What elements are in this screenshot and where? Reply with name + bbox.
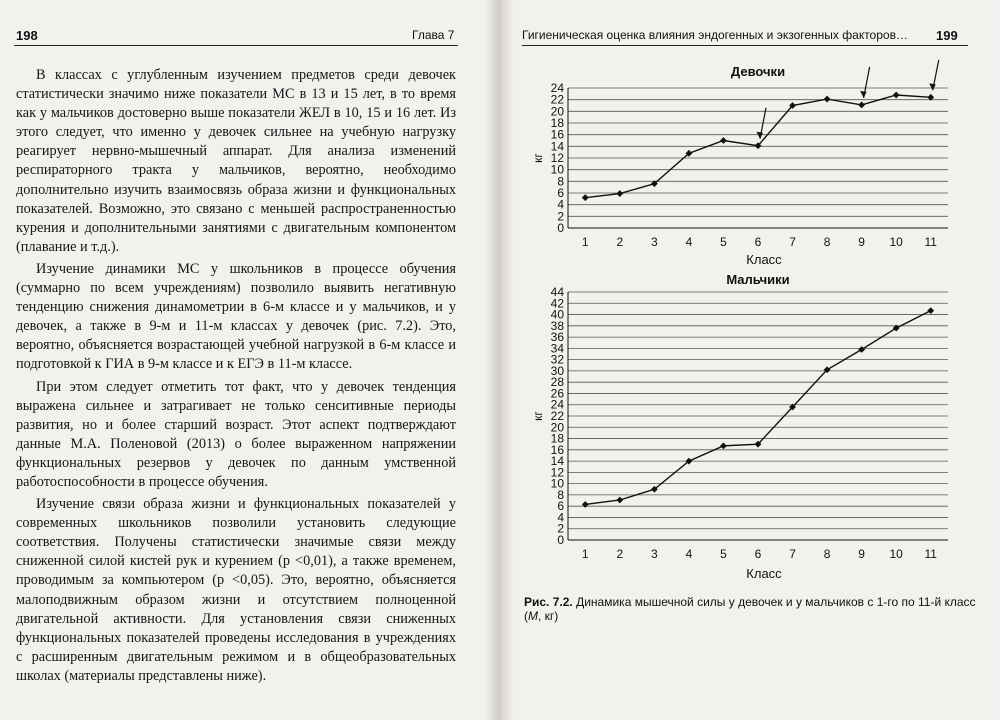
y-tick-label: 34 (550, 341, 564, 356)
paragraph: В классах с углубленным изучением предметов среди девочек статистически значимо ниже показатели МС в 13 и 15 лет, в то время как у мальчиков достоверно выше показатели ЖЕЛ в 10, 15 и 16 лет. Из этого следует, что именно у девочек сильнее на учебную нагрузку реагирует нервно-мышечный аппарат. Для анализа изменений респираторного тракта у мальчиков, вероятно, необходимо дополнительно изучить взаимосвязь образа жизни и функциональных показателей. Возможно, это связано с меньшей распространенностью курения и дополнительными занятиями с двигательным компонентом (плавание и т.д.). (16, 67, 456, 255)
chart-boys (508, 272, 988, 593)
y-tick-label: 2 (557, 521, 564, 536)
chart-girls-svg (508, 58, 988, 276)
x-axis-label: Класс (746, 252, 782, 267)
y-tick-label: 6 (557, 186, 564, 200)
y-tick-label: 14 (550, 139, 564, 154)
y-tick-label: 2 (557, 209, 564, 224)
data-point (582, 194, 589, 201)
data-point (824, 96, 831, 103)
y-axis-label: кг (531, 411, 545, 421)
caption-tail: , кг) (538, 609, 559, 623)
x-tick-label: 1 (581, 547, 589, 561)
x-tick-label: 7 (789, 235, 796, 249)
x-tick-label: 6 (754, 547, 762, 561)
y-tick-label: 36 (550, 330, 564, 345)
y-tick-label: 8 (557, 174, 564, 189)
y-tick-label: 44 (550, 285, 564, 299)
y-tick-label: 20 (550, 104, 564, 119)
y-tick-label: 10 (550, 162, 564, 177)
y-tick-label: 12 (550, 465, 564, 480)
y-tick-label: 26 (550, 386, 564, 401)
y-tick-label: 14 (550, 454, 564, 469)
x-tick-label: 5 (720, 235, 727, 249)
arrow-head (757, 132, 764, 139)
data-point (616, 190, 623, 197)
data-point (720, 137, 727, 144)
y-tick-label: 0 (557, 533, 564, 547)
page-number: 198 (16, 28, 38, 43)
caption-text: Динамика мышечной силы у девочек и у мальчиков с 1-го по 11-й класс ( (524, 595, 976, 623)
y-tick-label: 28 (550, 375, 564, 390)
x-tick-label: 3 (651, 235, 658, 249)
x-tick-label: 4 (685, 547, 693, 561)
caption-label: Рис. 7.2. (524, 595, 573, 609)
x-tick-label: 3 (651, 547, 658, 561)
y-tick-label: 4 (557, 510, 564, 525)
header-rule (14, 45, 458, 46)
arrow-head (929, 83, 936, 90)
y-tick-label: 12 (550, 151, 564, 165)
y-tick-label: 24 (550, 81, 564, 95)
x-tick-label: 7 (789, 547, 796, 561)
paragraph: Изучение динамики МС у школьников в процессе обучения (суммарно по всем учреждениям) позволило выявить негативную тенденцию снижения динамометрии в 6-м классе и у мальчиков, и у девочек, а также в 9-м и 11-м классах у девочек (рис. 7.2). Это, вероятно, объясняется возрастающей учебной нагрузкой в 6-м классе и подготовкой к ГИА в 9-м классе и к ЕГЭ в 11-м классе. (16, 260, 456, 373)
y-tick-label: 18 (550, 116, 564, 130)
data-point (616, 497, 623, 504)
y-tick-label: 0 (557, 221, 564, 235)
y-tick-label: 6 (557, 499, 564, 514)
x-tick-label: 5 (720, 547, 727, 561)
x-tick-label: 6 (754, 235, 762, 249)
x-axis-label: Класс (746, 566, 782, 581)
x-tick-label: 10 (889, 235, 903, 249)
arrow-head (860, 91, 867, 98)
chart-title: Мальчики (726, 272, 790, 287)
running-header: Гигиеническая оценка влияния эндогенных и экзогенных факторов… (522, 28, 908, 42)
y-tick-label: 38 (550, 318, 564, 333)
x-tick-label: 11 (924, 235, 937, 249)
y-axis-label: кг (531, 153, 545, 163)
x-tick-label: 1 (581, 235, 589, 249)
data-point (858, 346, 865, 353)
y-tick-label: 42 (550, 296, 564, 311)
y-tick-label: 10 (550, 476, 564, 491)
data-point (858, 102, 865, 109)
x-tick-label: 8 (823, 547, 831, 561)
chart-girls (508, 58, 988, 281)
data-point (582, 501, 589, 508)
y-tick-label: 8 (557, 487, 564, 502)
y-tick-label: 24 (550, 397, 564, 412)
data-point (720, 442, 727, 449)
y-tick-label: 22 (550, 92, 564, 107)
y-tick-label: 32 (550, 352, 564, 367)
x-tick-label: 9 (858, 235, 865, 249)
page-number: 199 (936, 28, 958, 43)
caption-italic: M (528, 609, 538, 623)
data-point (893, 92, 900, 99)
x-tick-label: 2 (616, 547, 624, 561)
y-tick-label: 16 (550, 127, 564, 142)
chart-title: Девочки (730, 64, 786, 79)
body-text (16, 66, 456, 686)
figure-caption (524, 595, 994, 623)
paragraph: Изучение связи образа жизни и функциональных показателей у современных школьников позволили установить следующие соответствия. Получены статистически значимые связи между сниженной силой кистей рук и курением (p <0,01), а также временем, проводимым за компьютером (p <0,05). Это, вероятно, объясняется малоподвижным образом жизни и отсутствием полноценной двигательной активности. Для установления связи сниженных функциональных показателей проведены исследования в учреждениях с расширенным двигательным режимом и в общеобразовательных школах (материалы представлены ниже). (16, 496, 456, 684)
left-page (0, 0, 492, 720)
y-tick-label: 40 (550, 307, 564, 322)
data-point (927, 307, 934, 314)
x-tick-label: 2 (616, 235, 624, 249)
right-page (508, 0, 1000, 720)
paragraph: При этом следует отметить тот факт, что у девочек тенденция выражена сильнее и затрагивает не только сенситивные периоды развития, но и более старший возраст. Этот аспект подтверждают данные М.А. Поленовой (2013) о более выраженном напряжении функциональных резервов у девочек по данным умственной работоспособности в процессе обучения. (16, 378, 456, 490)
chart-boys-svg (508, 272, 988, 588)
x-tick-label: 10 (889, 547, 903, 561)
x-tick-label: 4 (685, 235, 693, 249)
y-tick-label: 4 (557, 197, 564, 212)
header-rule (522, 45, 968, 46)
y-tick-label: 18 (550, 431, 564, 446)
y-tick-label: 16 (550, 442, 564, 457)
x-tick-label: 9 (858, 547, 865, 561)
y-tick-label: 22 (550, 409, 564, 423)
x-tick-label: 8 (823, 235, 831, 249)
chapter-header: Глава 7 (412, 28, 455, 42)
x-tick-label: 11 (924, 547, 937, 561)
y-tick-label: 20 (550, 420, 564, 435)
series-line (585, 311, 930, 505)
y-tick-label: 30 (550, 363, 564, 378)
